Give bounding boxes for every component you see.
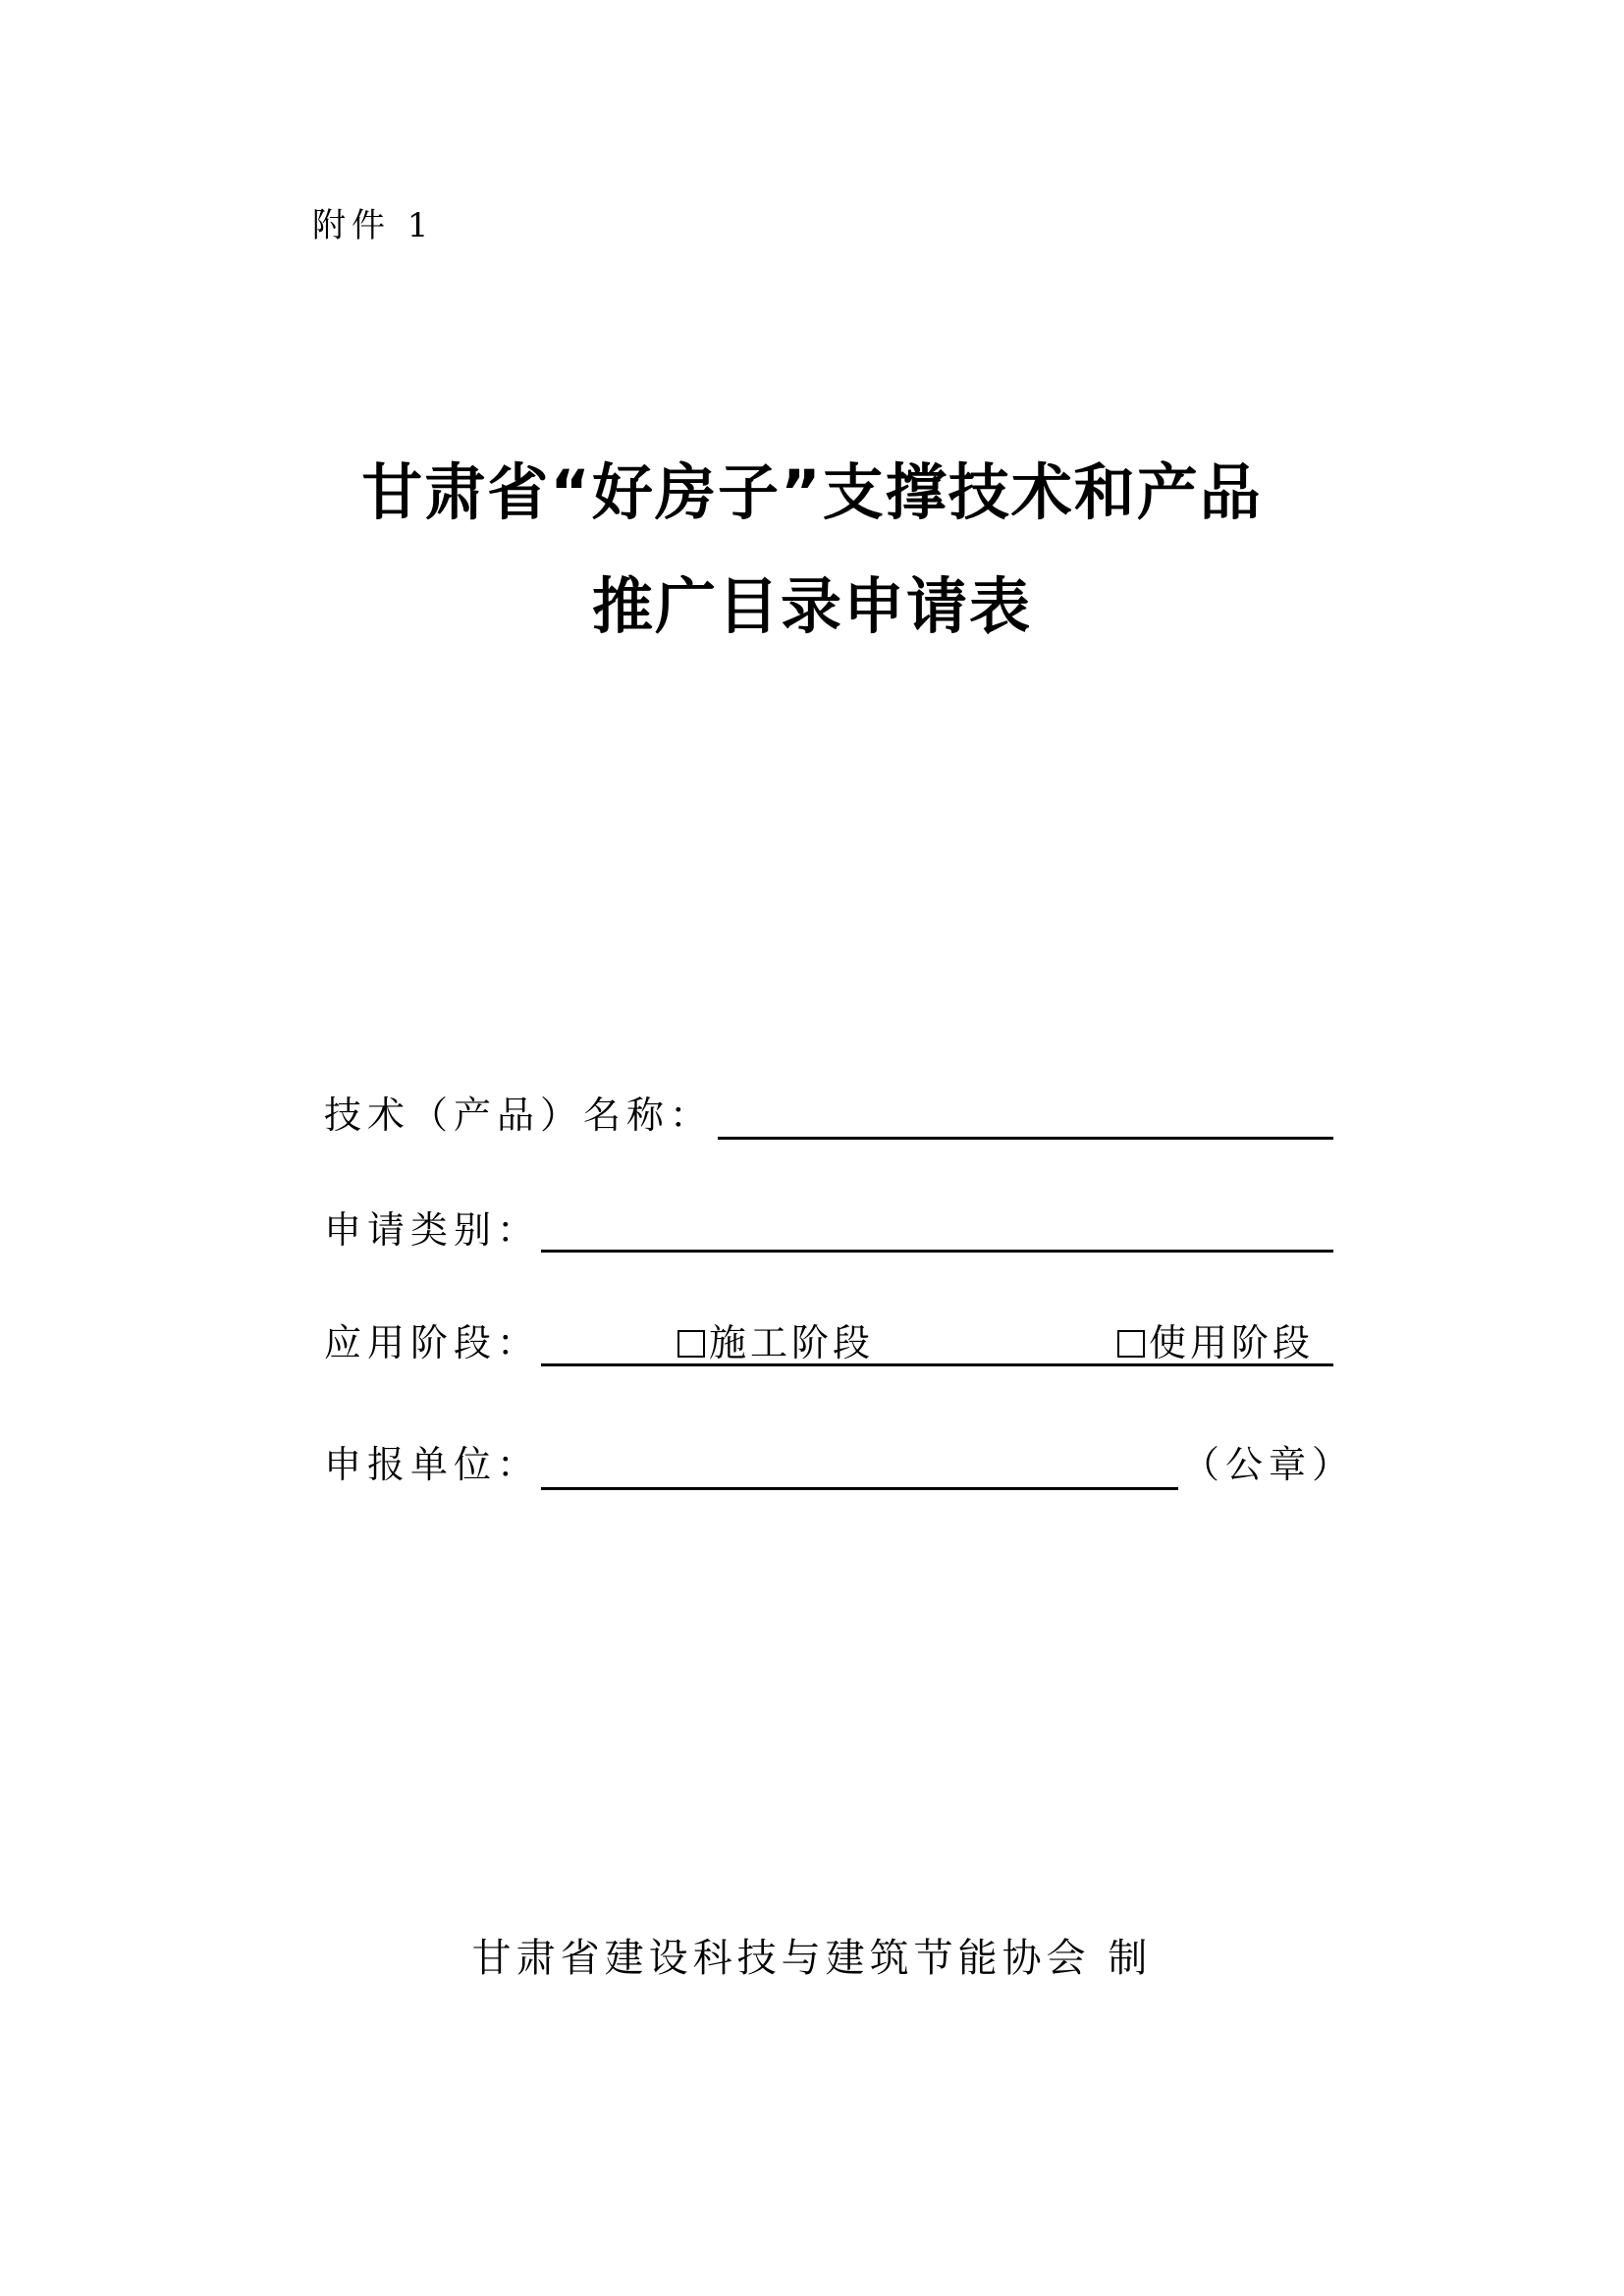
stage-option-usage[interactable] (1117, 1318, 1314, 1367)
stage-label: 应用阶段： (324, 1321, 541, 1364)
issuer-footer: 甘肃省建设科技与建筑节能协会 制 (471, 1936, 1153, 1981)
seal-note: （公章） (1182, 1443, 1356, 1486)
tech-name-field[interactable] (718, 1137, 1333, 1140)
category-field[interactable] (541, 1250, 1333, 1253)
stage-option-construction[interactable] (677, 1318, 874, 1367)
form-title-line-1: 甘肃省“好房子”支撑技术和产品 (361, 456, 1263, 528)
unit-label: 申报单位： (324, 1443, 541, 1486)
category-label: 申请类别： (324, 1208, 541, 1252)
stage-option-usage-label: 使用阶段 (1149, 1321, 1315, 1364)
checkbox-icon[interactable] (677, 1330, 705, 1358)
tech-name-label: 技术（产品）名称： (324, 1094, 714, 1137)
attachment-label: 附件 1 (312, 206, 435, 245)
unit-field[interactable] (541, 1487, 1178, 1490)
checkbox-icon[interactable] (1117, 1330, 1145, 1358)
stage-option-construction-label: 施工阶段 (709, 1321, 875, 1364)
form-title-line-2: 推广目录申请表 (591, 570, 1032, 642)
